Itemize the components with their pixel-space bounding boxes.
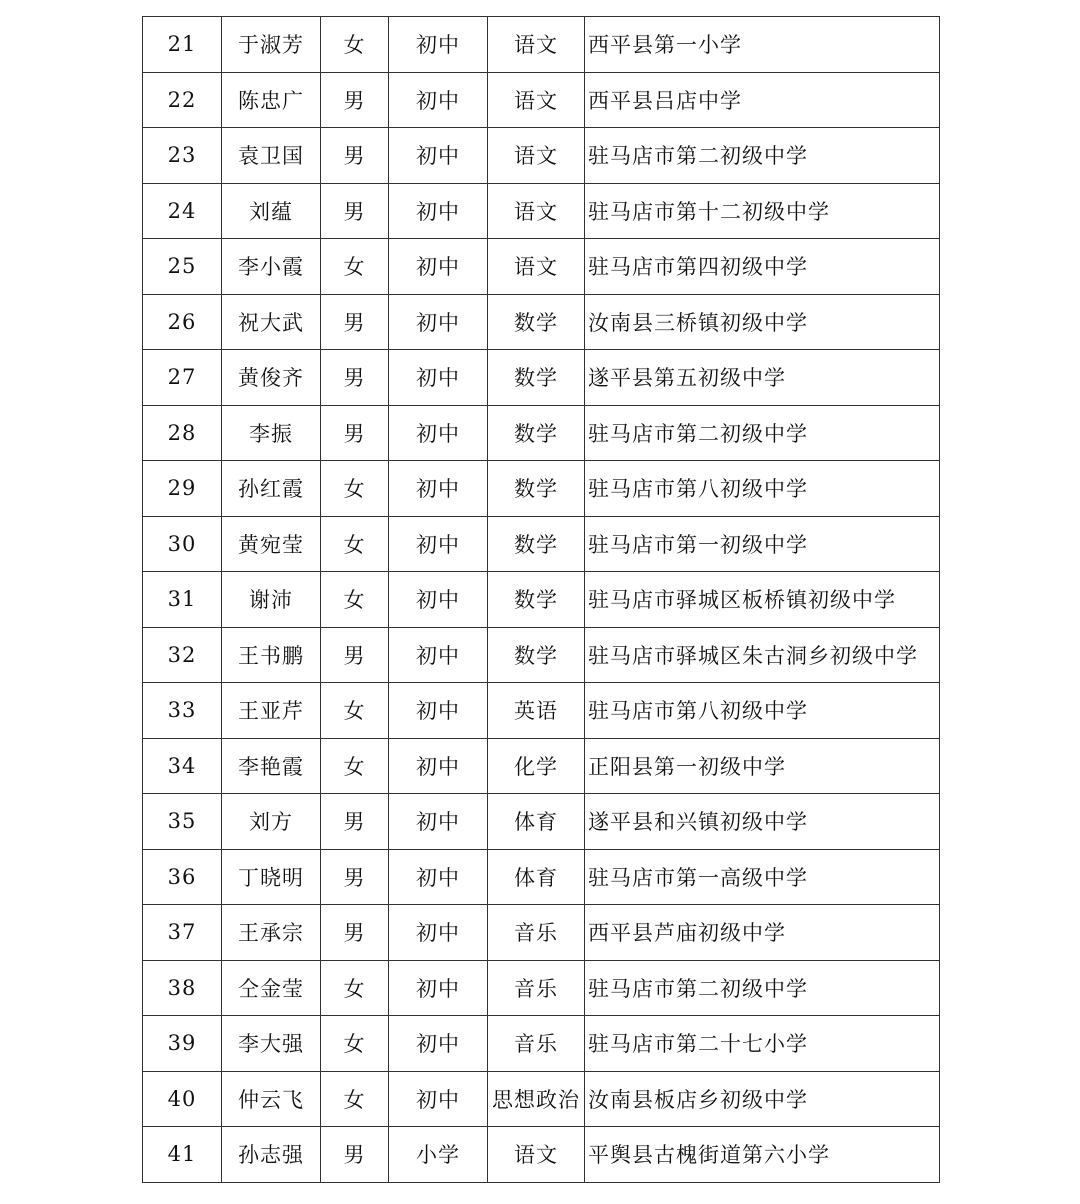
cell-school-level: 初中 (389, 572, 488, 628)
cell-gender: 女 (321, 1016, 389, 1072)
cell-school: 驻马店市驿城区朱古洞乡初级中学 (585, 627, 940, 683)
cell-name: 王亚芹 (222, 683, 321, 739)
table-row (143, 849, 940, 905)
cell-school-level: 小学 (389, 1127, 488, 1183)
cell-subject: 音乐 (488, 905, 585, 961)
cell-name: 仝金莹 (222, 960, 321, 1016)
cell-gender: 男 (321, 350, 389, 406)
table-row (143, 461, 940, 517)
table-row (143, 294, 940, 350)
cell-subject: 数学 (488, 405, 585, 461)
table-row (143, 960, 940, 1016)
cell-number: 34 (143, 738, 222, 794)
cell-school-level: 初中 (389, 183, 488, 239)
table-row (143, 1071, 940, 1127)
cell-name: 孙红霞 (222, 461, 321, 517)
cell-subject: 语文 (488, 183, 585, 239)
cell-school-level: 初中 (389, 294, 488, 350)
table-row (143, 516, 940, 572)
cell-name: 于淑芳 (222, 17, 321, 73)
cell-school: 驻马店市第四初级中学 (585, 239, 940, 295)
cell-school: 驻马店市第一高级中学 (585, 849, 940, 905)
cell-name: 丁晓明 (222, 849, 321, 905)
cell-gender: 女 (321, 239, 389, 295)
cell-school-level: 初中 (389, 683, 488, 739)
table-row (143, 1016, 940, 1072)
cell-school: 驻马店市驿城区板桥镇初级中学 (585, 572, 940, 628)
cell-number: 23 (143, 128, 222, 184)
table-row (143, 128, 940, 184)
cell-gender: 女 (321, 516, 389, 572)
cell-name: 李振 (222, 405, 321, 461)
cell-gender: 男 (321, 294, 389, 350)
cell-gender: 男 (321, 794, 389, 850)
teacher-list-table (142, 16, 940, 1183)
cell-number: 31 (143, 572, 222, 628)
cell-gender: 男 (321, 849, 389, 905)
cell-gender: 女 (321, 461, 389, 517)
cell-subject: 思想政治 (488, 1071, 585, 1127)
cell-gender: 男 (321, 405, 389, 461)
cell-gender: 女 (321, 1071, 389, 1127)
cell-gender: 女 (321, 683, 389, 739)
cell-subject: 体育 (488, 794, 585, 850)
cell-school: 平舆县古槐街道第六小学 (585, 1127, 940, 1183)
cell-school: 西平县芦庙初级中学 (585, 905, 940, 961)
cell-school-level: 初中 (389, 72, 488, 128)
cell-school: 驻马店市第二初级中学 (585, 960, 940, 1016)
table-row (143, 794, 940, 850)
cell-subject: 语文 (488, 239, 585, 295)
cell-number: 22 (143, 72, 222, 128)
cell-subject: 数学 (488, 627, 585, 683)
cell-name: 谢沛 (222, 572, 321, 628)
cell-subject: 数学 (488, 516, 585, 572)
cell-school: 汝南县板店乡初级中学 (585, 1071, 940, 1127)
table-row (143, 1127, 940, 1183)
cell-school: 西平县吕店中学 (585, 72, 940, 128)
cell-school: 驻马店市第十二初级中学 (585, 183, 940, 239)
cell-number: 38 (143, 960, 222, 1016)
cell-gender: 女 (321, 572, 389, 628)
cell-school-level: 初中 (389, 1071, 488, 1127)
cell-number: 32 (143, 627, 222, 683)
cell-school: 遂平县和兴镇初级中学 (585, 794, 940, 850)
table-row (143, 350, 940, 406)
cell-name: 刘方 (222, 794, 321, 850)
table-row (143, 405, 940, 461)
cell-gender: 女 (321, 960, 389, 1016)
cell-gender: 女 (321, 17, 389, 73)
cell-number: 39 (143, 1016, 222, 1072)
cell-school: 汝南县三桥镇初级中学 (585, 294, 940, 350)
cell-gender: 男 (321, 183, 389, 239)
cell-name: 仲云飞 (222, 1071, 321, 1127)
cell-school-level: 初中 (389, 960, 488, 1016)
cell-subject: 英语 (488, 683, 585, 739)
cell-number: 27 (143, 350, 222, 406)
cell-gender: 男 (321, 1127, 389, 1183)
cell-number: 24 (143, 183, 222, 239)
cell-school-level: 初中 (389, 738, 488, 794)
cell-gender: 男 (321, 72, 389, 128)
cell-school-level: 初中 (389, 350, 488, 406)
cell-number: 33 (143, 683, 222, 739)
cell-name: 祝大武 (222, 294, 321, 350)
cell-school: 驻马店市第二十七小学 (585, 1016, 940, 1072)
cell-gender: 男 (321, 627, 389, 683)
cell-number: 41 (143, 1127, 222, 1183)
cell-school: 遂平县第五初级中学 (585, 350, 940, 406)
cell-name: 陈忠广 (222, 72, 321, 128)
cell-number: 21 (143, 17, 222, 73)
cell-school: 驻马店市第二初级中学 (585, 128, 940, 184)
cell-number: 26 (143, 294, 222, 350)
table-row (143, 239, 940, 295)
cell-number: 25 (143, 239, 222, 295)
cell-school: 驻马店市第一初级中学 (585, 516, 940, 572)
cell-school: 驻马店市第二初级中学 (585, 405, 940, 461)
cell-subject: 数学 (488, 461, 585, 517)
cell-subject: 化学 (488, 738, 585, 794)
table-row (143, 183, 940, 239)
cell-subject: 音乐 (488, 960, 585, 1016)
cell-name: 王承宗 (222, 905, 321, 961)
cell-school-level: 初中 (389, 905, 488, 961)
cell-school: 正阳县第一初级中学 (585, 738, 940, 794)
table-row (143, 17, 940, 73)
table-body (143, 17, 940, 1183)
cell-number: 35 (143, 794, 222, 850)
cell-name: 刘蕴 (222, 183, 321, 239)
cell-name: 黄俊齐 (222, 350, 321, 406)
cell-name: 李大强 (222, 1016, 321, 1072)
cell-name: 孙志强 (222, 1127, 321, 1183)
cell-subject: 语文 (488, 17, 585, 73)
cell-school-level: 初中 (389, 794, 488, 850)
cell-name: 李艳霞 (222, 738, 321, 794)
cell-school-level: 初中 (389, 849, 488, 905)
cell-school-level: 初中 (389, 461, 488, 517)
cell-name: 袁卫国 (222, 128, 321, 184)
cell-number: 29 (143, 461, 222, 517)
cell-school: 驻马店市第八初级中学 (585, 461, 940, 517)
cell-number: 28 (143, 405, 222, 461)
cell-school-level: 初中 (389, 516, 488, 572)
table-row (143, 683, 940, 739)
cell-name: 李小霞 (222, 239, 321, 295)
cell-gender: 女 (321, 738, 389, 794)
cell-school: 西平县第一小学 (585, 17, 940, 73)
cell-number: 30 (143, 516, 222, 572)
cell-school-level: 初中 (389, 239, 488, 295)
cell-subject: 数学 (488, 294, 585, 350)
table-row (143, 72, 940, 128)
cell-school-level: 初中 (389, 1016, 488, 1072)
cell-subject: 数学 (488, 572, 585, 628)
cell-school-level: 初中 (389, 405, 488, 461)
table-row (143, 905, 940, 961)
cell-name: 黄宛莹 (222, 516, 321, 572)
cell-gender: 男 (321, 905, 389, 961)
table-row (143, 738, 940, 794)
cell-subject: 语文 (488, 128, 585, 184)
cell-school: 驻马店市第八初级中学 (585, 683, 940, 739)
cell-subject: 语文 (488, 1127, 585, 1183)
cell-school-level: 初中 (389, 627, 488, 683)
cell-school-level: 初中 (389, 17, 488, 73)
cell-gender: 男 (321, 128, 389, 184)
cell-subject: 语文 (488, 72, 585, 128)
cell-subject: 音乐 (488, 1016, 585, 1072)
cell-number: 37 (143, 905, 222, 961)
cell-subject: 体育 (488, 849, 585, 905)
cell-number: 40 (143, 1071, 222, 1127)
cell-number: 36 (143, 849, 222, 905)
cell-name: 王书鹏 (222, 627, 321, 683)
cell-school-level: 初中 (389, 128, 488, 184)
table-row (143, 627, 940, 683)
cell-subject: 数学 (488, 350, 585, 406)
table-row (143, 572, 940, 628)
